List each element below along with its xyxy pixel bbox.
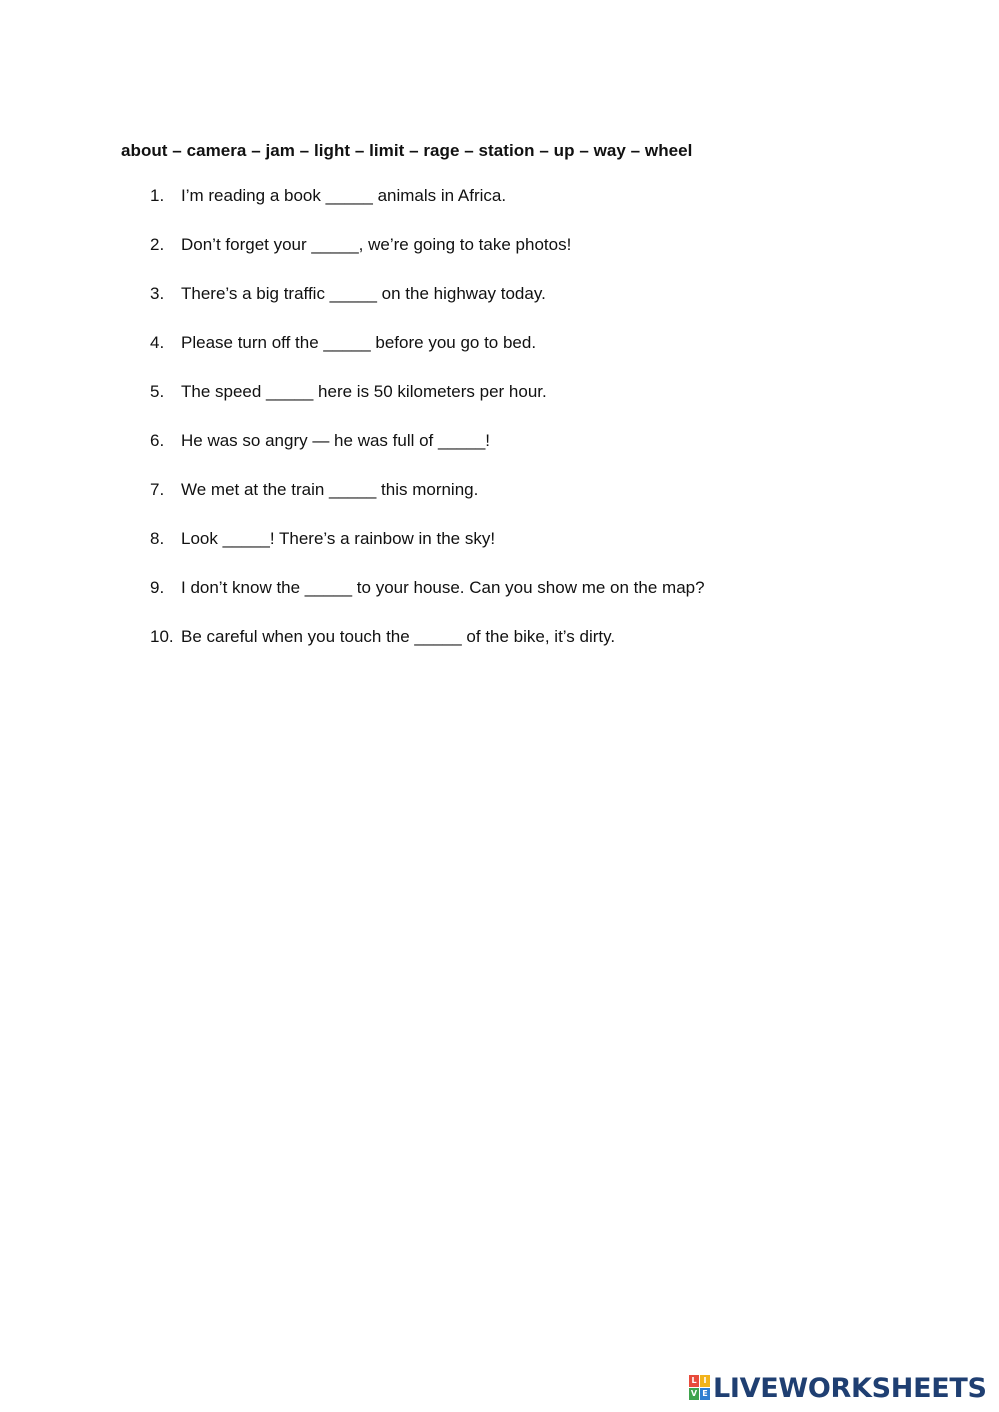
item-text: Look _____! There’s a rainbow in the sky! [181,529,496,548]
item-number: 2. [150,235,165,254]
exercise-item [150,235,705,284]
item-text: Be careful when you touch the _____ of the bike, it’s dirty. [181,627,616,646]
item-text: Please turn off the _____ before you go to bed. [181,333,537,352]
logo-mark-square: V [690,1389,698,1398]
item-text: The speed _____ here is 50 kilometers per hour. [181,382,547,401]
exercise-item [150,431,705,480]
item-number: 4. [150,333,165,352]
item-text: He was so angry — he was full of _____! [181,431,490,450]
exercise-item [150,284,705,333]
item-number: 7. [150,480,165,499]
liveworksheets-logo [689,1371,987,1405]
exercise-item [150,333,705,382]
item-text: I’m reading a book _____ animals in Africa. [181,186,507,205]
exercise-item [150,480,705,529]
item-number: 10. [150,627,174,646]
liveworksheets-logo-icon [689,1375,711,1401]
item-text: There’s a big traffic _____ on the highway today. [181,284,546,303]
logo-text: LIVEWORKSHEETS [713,1372,987,1404]
item-number: 5. [150,382,165,401]
exercise-item [150,578,705,627]
exercise-item [150,186,705,235]
exercise-item [150,529,705,578]
word-bank: about – camera – jam – light – limit – rage – station – up – way – wheel [121,141,693,160]
exercise-list [150,186,705,676]
item-number: 9. [150,578,165,597]
item-text: We met at the train _____ this morning. [181,480,479,499]
logo-mark-square: I [700,1375,710,1387]
item-text: I don’t know the _____ to your house. Can you show me on the map? [181,578,705,597]
item-number: 8. [150,529,165,548]
item-number: 1. [150,186,165,205]
exercise-item [150,627,705,676]
item-number: 3. [150,284,165,303]
item-number: 6. [150,431,165,450]
exercise-item [150,382,705,431]
item-text: Don’t forget your _____, we’re going to take photos! [181,235,572,254]
logo-mark-square: L [689,1375,699,1387]
logo-mark-square: E [700,1388,710,1400]
